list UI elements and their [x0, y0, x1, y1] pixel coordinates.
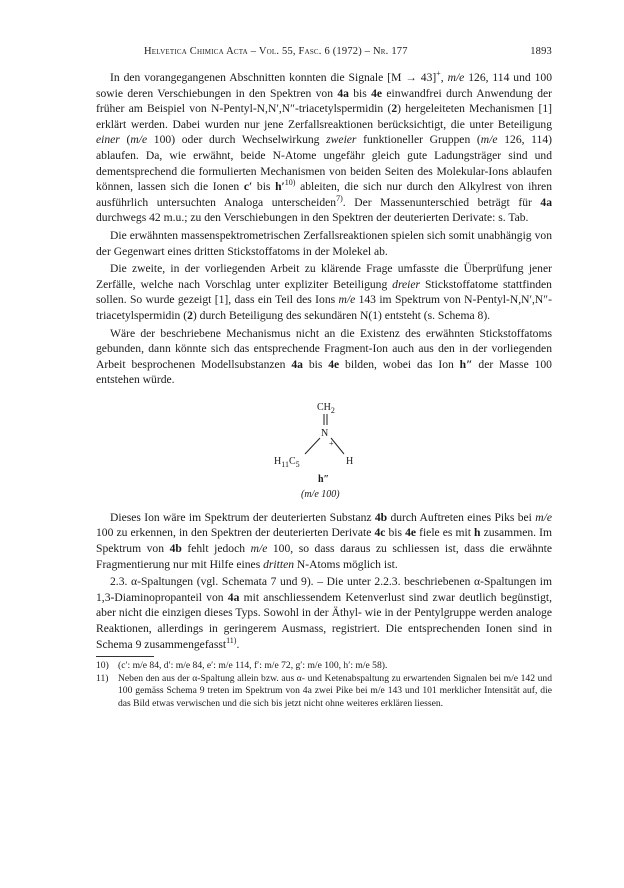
paragraph-2: Die erwähnten massenspektrometrischen Zerfallsreaktionen spielen sich somit unabhängig von der Gegenwart eines dritten Stickstoffatoms in der Molekel ab. [96, 228, 552, 258]
positive-charge: + [329, 438, 334, 448]
footnote-text: Neben den aus der α-Spaltung allein bzw. aus α- und Ketenabspaltung zu erwartenden Signalen bei m/e 142 und 100 gemäss Schema 9 treten im Spektrum von 4a zwei Pike bei m/e 143 und 101 merklicher Intensität auf, die das Bild etwas verwischen und die sich bis jetzt nicht ohne weiteres erklären liessen. [118, 672, 552, 709]
paragraph-5: Dieses Ion wäre im Spektrum der deuterierten Substanz 4b durch Auftreten eines Piks bei m/e 100 zu erkennen, in den Spektren der deuterierten Derivate 4c bis 4e fiele es mit h zusammen. Im Spektrum von 4b fehlt jedoch m/e 100, so dass daraus zu schliessen ist, dass die erwähnte Fragmentierung nur mit Hilfe eines dritten N-Atoms möglich ist. [96, 510, 553, 571]
paragraph-6: 2.3. α-Spaltungen (vgl. Schemata 7 und 9). – Die unter 2.2.3. beschriebenen α-Spaltungen im 1,3-Diaminopropanteil von 4a mit anschliessendem Ketenverlust sind zwar deutlich begünstigt, aber nicht die einzigen dieses Typs. Sowohl in der Äthyl- wie in der Pentylgruppe werden analoge Reaktionen, allerdings in geringerem Ausmass, registriert. Die entsprechenden Ionen sind in Schema 9 zusammengefasst$^{11)}$. [96, 575, 552, 651]
footnote-number: 10) [96, 660, 109, 672]
footnotes [96, 660, 552, 710]
ch2-group: $CH_2$ [317, 401, 335, 415]
footnote-number: 11) [96, 672, 109, 684]
footnote-10 [96, 660, 552, 673]
running-title: Helvetica Chimica Acta – Vol. 55, Fasc. 6 (1972) – Nr. 177 [144, 46, 408, 57]
nitrogen-atom: N [321, 427, 329, 439]
footnote-rule [96, 656, 154, 657]
bond-n-pentyl [305, 438, 320, 454]
paragraph-1: In den vorangegangenen Abschnitten konnten die Signale [M → 43]+, m/e 126, 114 und 100 sowie deren Verschiebungen in den Spektren von 4a bis 4e einwandfrei durch Anwendung der früher am Beispiel von N-Pentyl-N,N′,N″-triacetylspermidin (2) hergeleiteten Mechanismen [1] erklärt werden. Dabei wurden nur jene Zerfallsreaktionen berücksichtigt, die unter Beteiligung einer (m/e 100) oder durch Wechselwirkung zweier funktioneller Gruppen (m/e 126, 114) ablaufen. Da, wie erwähnt, beide N-Atome ungefähr gleich gute Ladungsträger sind und dementsprechend die formulierten Mechanismen von beiden Seiten des Molekular-Ions ablaufen können, lassen sich die Ionen c′ bis $h'^{10)}$ ableiten, die sich nur durch den Alkylrest von ihren ausführlich untersuchten Analoga unterscheiden$^{7)}$. Der Massenunterschied beträgt für 4a durchwegs 42 m.u.; zu den Verschiebungen in den Spektren der deuterierten Derivate: s. Tab. [96, 69, 553, 225]
pentyl-group: $H_{11}C_5$ [274, 455, 300, 469]
structure-figure [96, 392, 552, 504]
footnote-11 [96, 673, 552, 711]
footnote-text: (c′: m/e 84, d′: m/e 84, e′: m/e 114, f′: m/e 72, g′: m/e 100, h′: m/e 58). [118, 660, 388, 672]
hydrogen-atom: H [346, 455, 354, 467]
paragraph-3: Die zweite, in der vorliegenden Arbeit zu klärende Frage umfasste die Überprüfung jener Zerfälle, welche nach Vorschlag unter expliziter Beteiligung dreier Stickstoffatome stattfinden sollen. So wurde gezeigt [1], dass ein Teil des Ions m/e 143 im Spektrum von N-Pentyl-N,N′,N″-triacetylspermidin (2) durch Beteiligung des sekundären N(1) entsteht (s. Schema 8). [96, 262, 552, 322]
compound-label: h″ [318, 473, 330, 485]
paragraph-4: Wäre der beschriebene Mechanismus nicht an die Existenz des erwähnten Stickstoffatoms gebunden, dann könnte sich das entsprechende Fragment-Ion auch aus den in der vorliegenden Arbeit besprochenen Modellsubstanzen 4a bis 4e bilden, wobei das Ion h″ der Masse 100 entstehen würde. [96, 326, 552, 387]
mass-label: (m/e 100) [301, 488, 340, 500]
page-number: 1893 [530, 46, 552, 57]
article-body [96, 70, 552, 711]
